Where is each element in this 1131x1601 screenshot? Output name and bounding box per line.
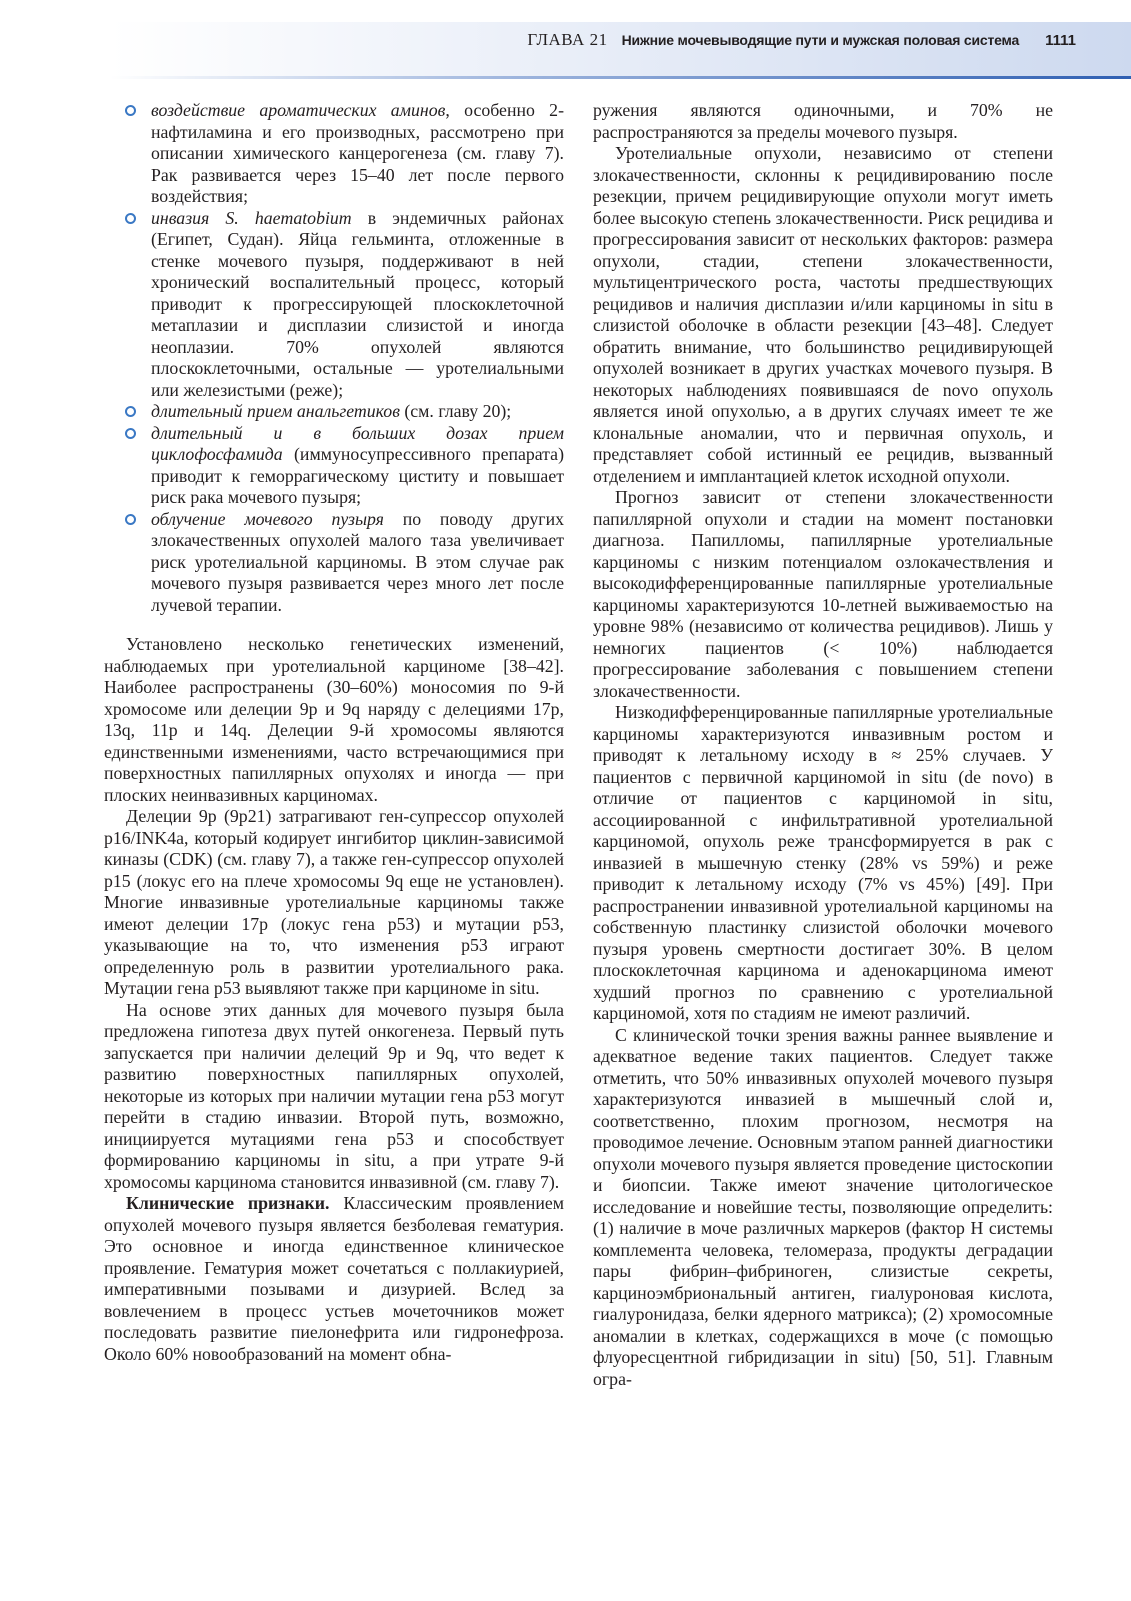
section-heading: Клинические признаки. [126, 1193, 330, 1213]
list-item: длительный прием анальгетиков (см. главу 20); [151, 401, 564, 423]
paragraph: На основе этих данных для мочевого пузыря была предложена гипотеза двух путей онкогенеза. Первый путь запускается при наличии делеций 9p и 9q, что ведет к развитию поверхностных папиллярных опухолей, некоторые из которых при наличии мутации гена p53 могут перейти в стадию инвазии. Второй путь, возможно, инициируется мутациями гена p53 и способствует формированию карциномы in situ, а при утрате 9-й хромосомы карцинома становится инвазивной (см. главу 7). [104, 999, 564, 1192]
running-header [527, 30, 1076, 52]
left-column [104, 100, 564, 1365]
paragraph: Низкодифференцированные папиллярные уротелиальные карциномы характеризуются инвазивным ростом и приводят к летальному исходу в ≈ 25% случаев. У пациентов с первичной карциномой in situ (de novo) в отличие от пациентов с карциномой in situ, ассоциированной с инфильтративной уротелиальной карциномой, опухоль реже трансформируется в рак с инвазией в мышечную стенку (28% vs 59%) и реже приводит к летальному исходу (7% vs 45%) [49]. При распространении инвазивной уротелиальной карциномы на собственную пластинку слизистой оболочки мочевого пузыря уровень смертности достигает 30%. В целом плоскоклеточная карцинома и аденокарцинома имеют худший прогноз по сравнению с уротелиальной карциномой, хотя по стадиям не имеют различий. [593, 702, 1053, 1023]
paragraph: ружения являются одиночными, и 70% не распространяются за пределы мочевого пузыря. [593, 100, 1053, 142]
paragraph: Делеции 9p (9p21) затрагивают ген-супрессор опухолей p16/INK4a, который кодирует ингибитор циклин-зависимой киназы (CDK) (см. главу 7), а также ген-супрессор опухолей p15 (локус его на плече хромосомы 9q еще не установлен). Многие инвазивные уротелиальные карциномы также имеют делеции 17p (локус гена p53) и мутации p53, указывающие на то, что изменения p53 играют определенную роль в развитии уротелиального рака. Мутации гена p53 выявляют также при карциноме in situ. [104, 806, 564, 998]
header-rule [110, 76, 1131, 79]
list-item: инвазия S. haematobium в эндемичных районах (Египет, Судан). Яйца гельминта, отложенные в стенке мочевого пузыря, поддерживают в ней хронический воспалительный процесс, который приводит к прогрессирующей плоскоклеточной метаплазии и дисплазии слизистой и иногда неоплазии. 70% опухолей являются плоскоклеточными, остальные — уротелиальными или железистыми (реже); [151, 207, 564, 400]
paragraph: Прогноз зависит от степени злокачественности папиллярной опухоли и стадии на момент постановки диагноза. Папилломы, папиллярные уротелиальные карциномы с низким потенциалом озлокачествления и высокодифференцированные папиллярные уротелиальные карциномы характеризуются 10-летней выживаемостью на уровне 98% (независимо от количества рецидивов). Лишь у немногих пациентов (< 10%) наблюдается прогрессирование заболевания с повышением степени злокачественности. [593, 487, 1053, 701]
right-column [593, 100, 1053, 1390]
list-item: облучение мочевого пузыря по поводу других злокачественных опухолей малого таза увеличивает риск уротелиальной карциномы. В этом случае рак мочевого пузыря развивается через много лет после лучевой терапии. [151, 508, 564, 615]
list-item: длительный и в больших дозах прием циклофосфамида (иммуносупрессивного препарата) приводит к геморрагическому циститу и повышает риск рака мочевого пузыря; [151, 422, 564, 507]
paragraph: Уротелиальные опухоли, независимо от степени злокачественности, склонны к рецидивированию после резекции, причем рецидивирующие опухоли могут иметь более высокую степень злокачественности. Риск рецидива и прогрессирования зависит от нескольких факторов: размера опухоли, стадии, степени злокачественности, мультицентрического роста, частоты предшествующих рецидивов и наличия дисплазии и/или карциномы in situ в слизистой оболочке в области резекции [43–48]. Следует обратить внимание, что большинство рецидивирующей опухолей возникает в других участках мочевого пузыря. В некоторых наблюдениях появившаяся de novo опухоль является иной опухолью, а в других случаях имеет те же клональные аномалии, что и первичная опухоль, и представляет собой истинный ее рецидив, вызванный отделением и имплантацией клеток исходной опухоли. [593, 143, 1053, 486]
page-number: 1111 [1045, 32, 1076, 49]
paragraph: Клинические признаки. Классическим проявлением опухолей мочевого пузыря является безболевая гематурия. Это основное и иногда единственное клиническое проявление. Гематурия может сочетаться с поллакиурией, императивными позывами и дизурией. Вслед за вовлечением в процесс устьев мочеточников может последовать развитие пиелонефрита или гидронефроза. Около 60% новообразований на момент обна- [104, 1193, 564, 1364]
chapter-title: Нижние мочевыводящие пути и мужская половая система [621, 32, 1020, 48]
chapter-label: ГЛАВА 21 [527, 30, 608, 49]
paragraph: С клинической точки зрения важны раннее выявление и адекватное ведение таких пациентов. Следует также отметить, что 50% инвазивных опухолей мочевого пузыря характеризуются инвазией в мышечный слой и, соответственно, плохим прогнозом, несмотря на проводимое лечение. Основным этапом ранней диагностики опухоли мочевого пузыря является проведение цистоскопии и биопсии. Также имеют значение цитологическое исследование и новейшие тесты, позволяющие определить: (1) наличие в моче различных маркеров (фактор H системы комплемента человека, теломераза, продукты деградации пары фибрин–фибриноген, слизистые секреты, карциноэмбриональный антиген, гиалуроновая кислота, гиалуронидаза, белки ядерного матрикса); (2) хромосомные аномалии в клетках, содержащихся в моче (с помощью флуоресцентной гибридизации in situ) [50, 51]. Главным огра- [593, 1024, 1053, 1389]
risk-factor-list [104, 100, 564, 616]
paragraph: Установлено несколько генетических изменений, наблюдаемых при уротелиальной карциноме [38–42]. Наиболее распространены (30–60%) моносомия по 9-й хромосоме или делеции 9p и 9q наряду с делециями 17p, 13q, 11p и 14q. Делеции 9-й хромосомы являются единственными изменениями, часто встречающимися при поверхностных папиллярных опухолях и иногда — при плоских неинвазивных карциномах. [104, 634, 564, 805]
list-item: воздействие ароматических аминов, особенно 2-нафтиламина и его производных, рассмотрено при описании химического канцерогенеза (см. главу 7). Рак развивается через 15–40 лет после первого воздействия; [151, 100, 564, 206]
